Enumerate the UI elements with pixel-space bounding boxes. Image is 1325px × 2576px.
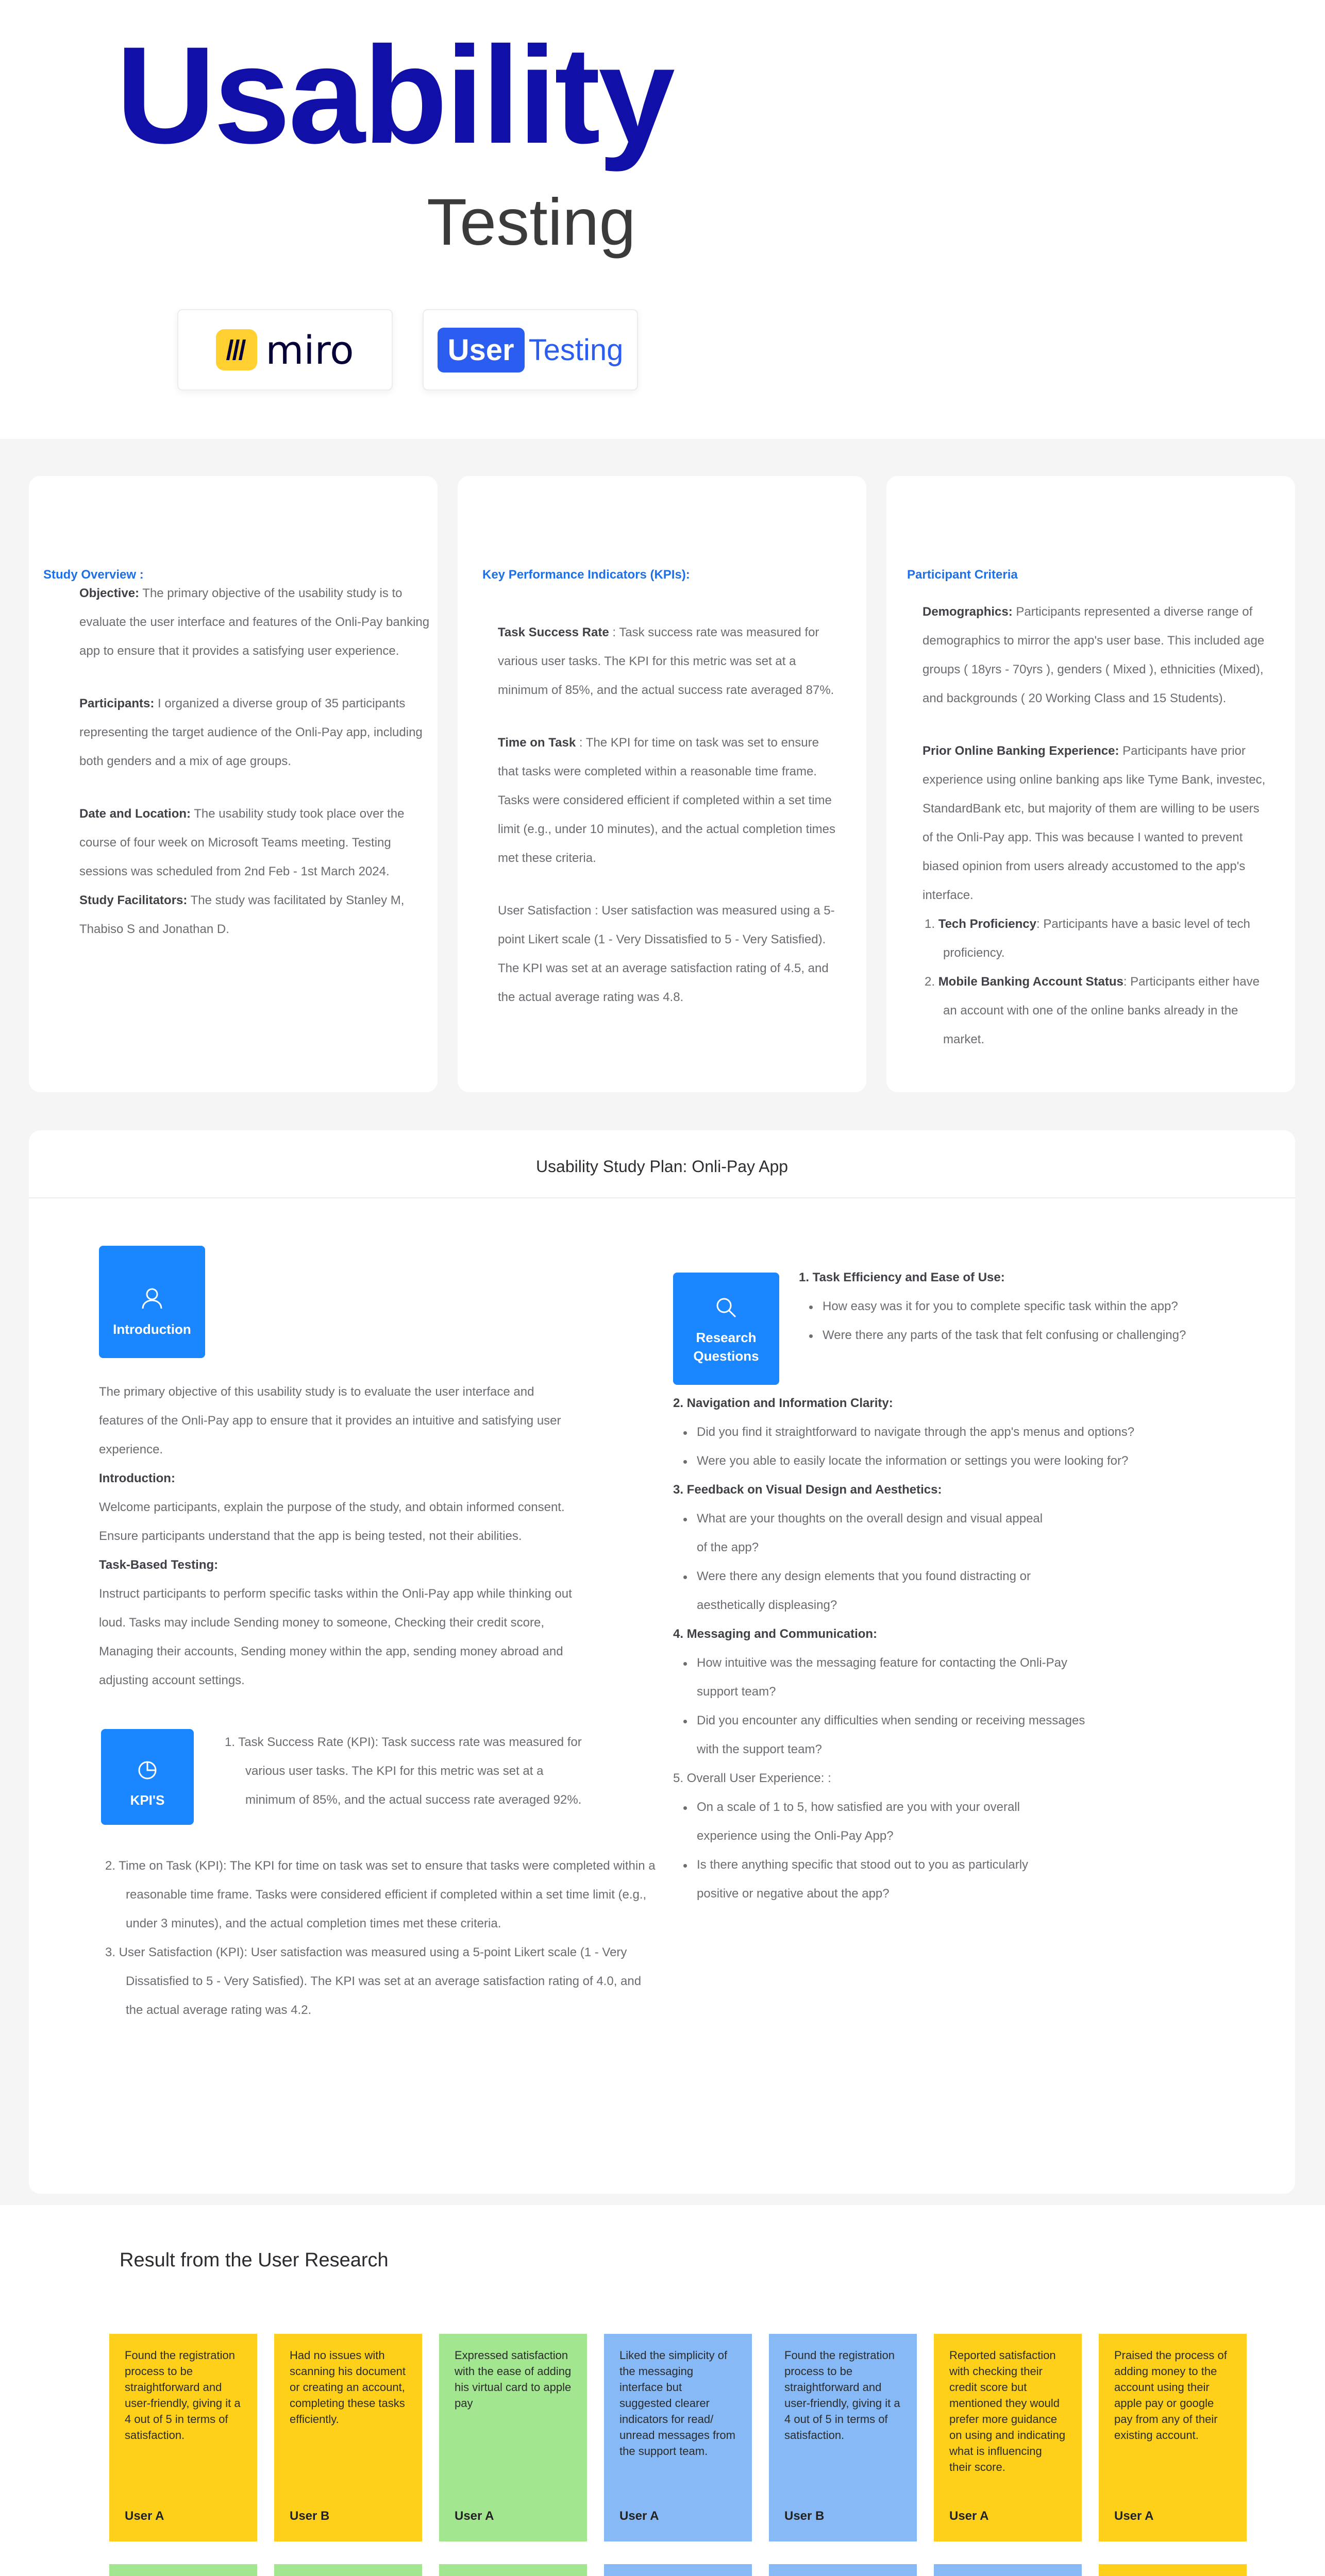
miro-logo-card [177, 309, 393, 391]
study-section [0, 439, 1325, 2205]
study-overview-heading: Study Overview : [43, 568, 144, 582]
objective-label: Objective: [79, 586, 140, 600]
sticky-note-user: User A [1114, 2509, 1154, 2523]
search-icon [712, 1293, 741, 1322]
study-plan-card [29, 1130, 1295, 2194]
kpi-success-text: : Task success rate was measured for various user tasks. The KPI for this metric was set at a minimum of 85%, and the actual success rate averaged 87%. [498, 625, 834, 697]
kpi-success-label: Task Success Rate [498, 625, 609, 639]
sticky-note [769, 2564, 917, 2576]
tech-proficiency-text: : Participants have a basic level of tech proficiency. [943, 917, 1250, 960]
sticky-note [109, 2334, 257, 2541]
q4-title: 4. Messaging and Communication: [673, 1627, 878, 1641]
study-plan-title: Usability Study Plan: Onli-Pay App [535, 1157, 789, 1176]
mobile-account-label: Mobile Banking Account Status [938, 975, 1123, 989]
q4-item-a: How intuitive was the messaging feature for contacting the Onli-Pay support team? [697, 1649, 1096, 1706]
q3-item-a: What are your thoughts on the overall design and visual appeal of the app? [697, 1504, 1054, 1562]
q1-item-b: Were there any parts of the task that felt confusing or challenging? [823, 1321, 1273, 1350]
sticky-note-text: Expressed satisfaction with the ease of adding his virtual card to apple pay [455, 2349, 572, 2410]
study-plan-divider [29, 1197, 1295, 1198]
hero-title: Usability [116, 18, 674, 172]
plan-kpi-1: 1. Task Success Rate (KPI): Task success rate was measured for various user tasks. The KPI for this metric was set at a minimum of 85%, and the actual success rate averaged 92%. [225, 1735, 582, 1807]
criteria-heading: Participant Criteria [907, 568, 1018, 582]
sticky-note [109, 2564, 257, 2576]
research-q2-q5 [673, 1389, 1250, 1908]
sticky-note-user: User A [619, 2509, 659, 2523]
research-tile-line-1: Research [696, 1330, 757, 1345]
kpi-time-label: Time on Task [498, 736, 576, 750]
introduction-text: Welcome participants, explain the purpose of the study, and obtain informed consent. Ensure participants understand that the app is being tested, not their abilities. [99, 1500, 565, 1543]
prior-experience-label: Prior Online Banking Experience: [923, 744, 1119, 758]
q2-item-a: Did you find it straightforward to navigate through the app's menus and options? [697, 1418, 1250, 1447]
task-testing-label: Task-Based Testing: [99, 1558, 219, 1572]
sticky-note [769, 2334, 917, 2541]
introduction-label: Introduction: [99, 1471, 175, 1485]
kpi-satisfaction-text: User Satisfaction : User satisfaction was measured using a 5-point Likert scale (1 - Very Dissatisfied to 5 - Very Satisfied). The KPI was set at an average satisfaction rating of 4.5, and the actual average rating was 4.8. [498, 904, 835, 1004]
introduction-paragraph: The primary objective of this usability study is to evaluate the user interface and features of the Onli-Pay app to ensure that it provides an intuitive and satisfying user experience. [99, 1385, 561, 1456]
sticky-note-text: Praised the process of adding money to the account using their apple pay or google pay from any of their existing account. [1114, 2349, 1227, 2442]
user-icon [138, 1285, 166, 1314]
facilitators-text: The study was facilitated by Stanley M, Thabiso S and Jonathan D. [79, 893, 405, 936]
miro-logo-text: miro [265, 327, 354, 373]
sticky-note-user: User A [125, 2509, 164, 2523]
study-overview-card [29, 476, 438, 1092]
q3-title: 3. Feedback on Visual Design and Aesthetics: [673, 1483, 942, 1497]
kpi-time-text: : The KPI for time on task was set to ensure that tasks were completed within a reasonable time frame. Tasks were considered efficient if completed within a set time limit (e.g., under 10 minutes), and the actual completion times met these criteria. [498, 736, 835, 865]
task-testing-text: Instruct participants to perform specific tasks within the Onli-Pay app while thinking out loud. Tasks may include Sending money to someone, Checking their credit score, Managing their accounts, Sending money within the app, sending money abroad and adjusting account settings. [99, 1587, 572, 1687]
hero-section [0, 0, 1325, 439]
pie-chart-icon [133, 1756, 162, 1785]
sticky-note-user: User A [949, 2509, 989, 2523]
participants-text: I organized a diverse group of 35 participants representing the target audience of the Onli-Pay app, including both genders and a mix of age groups. [79, 697, 423, 768]
sticky-note-user: User B [784, 2509, 825, 2523]
q4-item-b: Did you encounter any difficulties when sending or receiving messages with the support team? [697, 1706, 1096, 1764]
kpi-card [458, 476, 866, 1092]
usertesting-logo-card [423, 309, 638, 391]
sticky-note-text: Had no issues with scanning his document or creating an account, completing these tasks efficiently. [290, 2349, 406, 2426]
q1-title: 1. Task Efficiency and Ease of Use: [799, 1270, 1005, 1284]
tech-proficiency-label: Tech Proficiency [938, 917, 1036, 931]
kpi-tile [101, 1729, 194, 1825]
q2-item-b: Were you able to easily locate the information or settings you were looking for? [697, 1447, 1250, 1476]
sticky-note-user: User A [455, 2509, 494, 2523]
mobile-account-text: : Participants either have an account with one of the online banks already in the market. [943, 975, 1260, 1046]
sticky-note [274, 2334, 422, 2541]
facilitators-label: Study Facilitators: [79, 893, 188, 907]
sticky-note-text: Liked the simplicity of the messaging interface but suggested clearer indicators for read/ unread messages from the support team. [619, 2349, 735, 2458]
participants-label: Participants: [79, 697, 155, 710]
criteria-body: Demographics: Participants represented a diverse range of demographics to mirror the app's user base. This included age groups ( 18yrs - 70yrs ), genders ( Mixed ), ethnicities (Mixed), and backgrounds ( 20 Working Class and 15 Students). Prior Online Banking Experience: Participants have prior experience using online banking aps like Tyme Bank, investec, StandardBank etc, but majority of them are willing to be users of the Onli-Pay app. This was because I wanted to prevent biased opinion from users already accustomed to the app's interface. 1. Tech Proficiency: Participants have a basic level of tech proficiency. 2. Mobile Banking Account Status: Participants either have an account with one of the online banks already in the market. [923, 605, 1266, 1046]
demographics-label: Demographics: [923, 605, 1013, 619]
sticky-note-text: Found the registration process to be straightforward and user-friendly, giving it a 4 out of 5 in terms of satisfaction. [784, 2349, 900, 2442]
date-label: Date and Location: [79, 807, 191, 821]
plan-kpi-2: 2. Time on Task (KPI): The KPI for time on task was set to ensure that tasks were completed within a reasonable time frame. Tasks were considered efficient if completed within a set time limit (e.g., under 3 minutes), and the actual completion times met these criteria. [105, 1859, 656, 1930]
q5-item-b: Is there anything specific that stood out to you as particularly positive or negative about the app? [697, 1851, 1054, 1908]
hero-subtitle: Testing [427, 185, 636, 259]
research-q1 [799, 1263, 1273, 1350]
date-text: The usability study took place over the course of four week on Microsoft Teams meeting. Testing sessions was scheduled from 2nd Feb - 1st March 2024. [79, 807, 405, 878]
kpi-heading: Key Performance Indicators (KPIs): [482, 568, 690, 582]
sticky-note [439, 2334, 587, 2541]
sticky-note-user: User B [290, 2509, 330, 2523]
sticky-note [1099, 2564, 1247, 2576]
research-questions-tile [673, 1273, 779, 1385]
study-overview-body [79, 579, 430, 944]
q2-title: 2. Navigation and Information Clarity: [673, 1396, 893, 1410]
kpi-body [498, 618, 838, 1012]
results-title: Result from the User Research [120, 2249, 389, 2271]
q3-item-b: Were there any design elements that you found distracting or aesthetically displeasing? [697, 1562, 1054, 1620]
sticky-note [1099, 2334, 1247, 2541]
sticky-note [439, 2564, 587, 2576]
kpi-tile-label: KPI'S [130, 1792, 165, 1808]
sticky-note [274, 2564, 422, 2576]
usertesting-logo-testing: Testing [528, 333, 624, 367]
plan-kpi-list [105, 1852, 662, 2025]
sticky-note-text: Found the registration process to be straightforward and user-friendly, giving it a 4 out of 5 in terms of satisfaction. [125, 2349, 241, 2442]
sticky-note [934, 2334, 1082, 2541]
q1-item-a: How easy was it for you to complete specific task within the app? [823, 1292, 1273, 1321]
usertesting-logo-user: User [438, 328, 525, 372]
introduction-tile [99, 1246, 205, 1358]
q5-item-a: On a scale of 1 to 5, how satisfied are you with your overall experience using the Onli-Pay App? [697, 1793, 1054, 1851]
demographics-text: Participants represented a diverse range of demographics to mirror the app's user base. This included age groups ( 18yrs - 70yrs ), genders ( Mixed ), ethnicities (Mixed), and backgrounds ( 20 Working Class and 15 Students). [923, 605, 1265, 705]
sticky-note [934, 2564, 1082, 2576]
sticky-note [604, 2334, 752, 2541]
sticky-note-text: Reported satisfaction with checking their credit score but mentioned they would prefer more guidance on using and indicating what is influencing their score. [949, 2349, 1066, 2473]
q5-title: 5. Overall User Experience: : [673, 1771, 831, 1785]
objective-text: The primary objective of the usability study is to evaluate the user interface and features of the Onli-Pay banking app to ensure that it provides a satisfying user experience. [79, 586, 430, 658]
plan-kpi-3: 3. User Satisfaction (KPI): User satisfaction was measured using a 5-point Likert scale (1 - Very Dissatisfied to 5 - Very Satisfied). The KPI was set at an average satisfaction rating of 4.0, and the actual average rating was 4.2. [105, 1945, 642, 2017]
prior-experience-text: Participants have prior experience using online banking aps like Tyme Bank, investec, StandardBank etc, but majority of them are willing to be users of the Onli-Pay app. This was because I wanted to prevent biased opinion from users already accustomed to the app's interface. [923, 744, 1266, 902]
introduction-tile-label: Introduction [113, 1321, 191, 1337]
sticky-note [604, 2564, 752, 2576]
participant-criteria-card [886, 476, 1295, 1092]
research-tile-line-2: Questions [693, 1348, 759, 1364]
miro-logo-icon [216, 329, 257, 370]
introduction-body [99, 1378, 573, 1695]
